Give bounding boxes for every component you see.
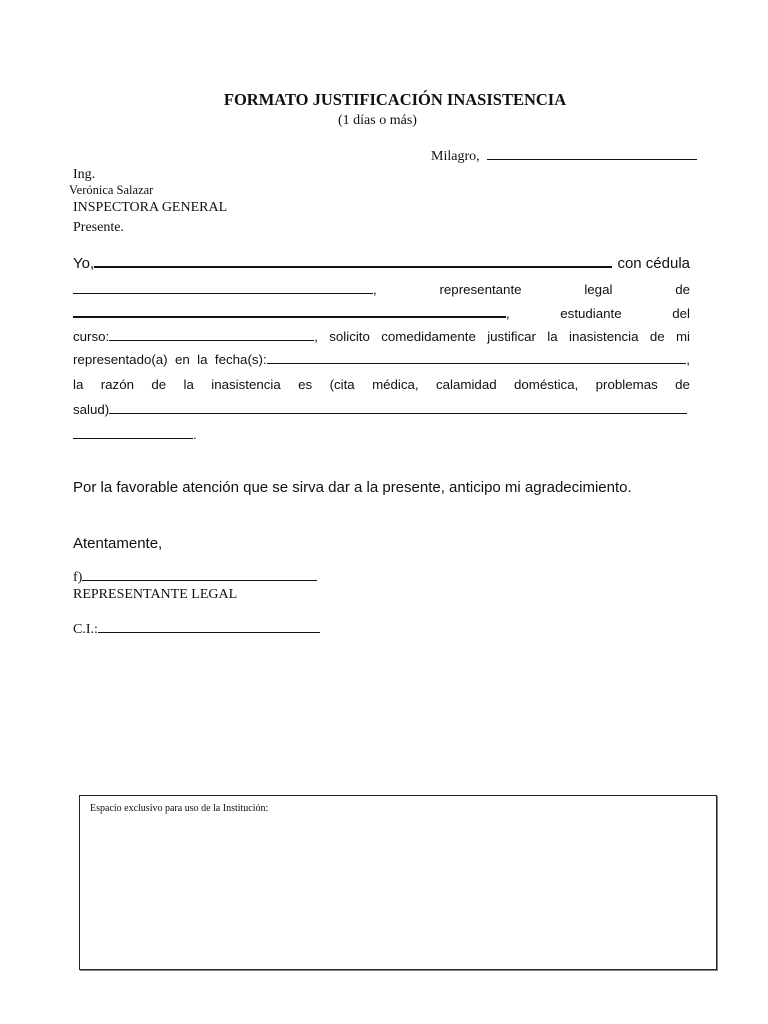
- reason-word: de: [675, 377, 690, 392]
- ci-blank[interactable]: [98, 632, 320, 633]
- ci-line: [73, 622, 320, 638]
- body-line-3: [73, 306, 690, 321]
- reason-word: inasistencia: [211, 377, 281, 392]
- line2-word: representante: [439, 282, 522, 297]
- reason-blank-continued[interactable]: [73, 438, 193, 439]
- addressee-position: INSPECTORA GENERAL: [73, 200, 228, 215]
- addressee-title: Ing.: [73, 167, 96, 182]
- reason-word: la: [73, 377, 84, 392]
- body-line-7: [73, 402, 687, 417]
- cedula-label: con cédula: [617, 255, 690, 272]
- reason-word: de: [151, 377, 167, 392]
- reason-word: es: [298, 377, 313, 392]
- date-blank[interactable]: [487, 159, 697, 160]
- reason-word: razón: [100, 377, 134, 392]
- regards-text: Atentamente,: [73, 535, 163, 552]
- document-title: FORMATO JUSTIFICACIÓN INASISTENCIA: [223, 90, 567, 109]
- reason-word: doméstica,: [513, 377, 579, 392]
- line5-comma: ,: [686, 352, 690, 367]
- institution-box[interactable]: [79, 795, 717, 970]
- signature-role: REPRESENTANTE LEGAL: [73, 587, 238, 602]
- institution-box-label: Espacio exclusivo para uso de la Institución:: [90, 803, 269, 814]
- body-line-1: [73, 255, 690, 272]
- reason-word: (cita: [329, 377, 355, 392]
- place-label: Milagro,: [431, 149, 480, 164]
- signature-label: f): [73, 570, 83, 585]
- body-line-2: [73, 282, 690, 297]
- cedula-blank[interactable]: [73, 293, 373, 294]
- signature-line: [73, 570, 317, 586]
- body-line-8: [73, 427, 690, 442]
- reason-word: problemas: [595, 377, 658, 392]
- reason-word: calamidad: [436, 377, 497, 392]
- fecha-label: representado(a) en la fecha(s):: [73, 352, 267, 367]
- line2-word: legal: [584, 282, 613, 297]
- reason-blank[interactable]: [109, 413, 687, 414]
- addressee-greeting: Presente.: [73, 220, 124, 235]
- body-line-4: [73, 329, 690, 344]
- line8-period: .: [193, 427, 197, 442]
- curso-label: curso:: [73, 329, 110, 344]
- body-line-5: [73, 352, 690, 367]
- reason-word: médica,: [372, 377, 419, 392]
- yo-label: Yo,: [73, 255, 95, 272]
- name-blank[interactable]: [94, 266, 612, 268]
- line2-word: ,: [373, 282, 377, 297]
- line2-word: de: [675, 282, 690, 297]
- reason-word: la: [183, 377, 194, 392]
- student-blank[interactable]: [73, 316, 506, 318]
- fecha-blank[interactable]: [267, 363, 687, 364]
- thanks-paragraph: Por la favorable atención que se sirva dar a la presente, anticipo mi agradecimiento.: [73, 479, 632, 496]
- addressee-name: Verónica Salazar: [69, 183, 154, 197]
- place-date-line: [431, 149, 697, 165]
- line3-word: del: [672, 306, 690, 321]
- curso-blank[interactable]: [109, 340, 314, 341]
- line4-text: , solicito comedidamente justificar la inasistencia de mi: [314, 329, 690, 344]
- line3-word: estudiante: [560, 306, 622, 321]
- line3-word: ,: [506, 306, 510, 321]
- salud-label: salud): [73, 402, 110, 417]
- document-subtitle: (1 días o más): [338, 113, 417, 128]
- signature-blank[interactable]: [82, 580, 317, 581]
- ci-label: C.I.:: [73, 622, 98, 637]
- body-line-6: [73, 377, 690, 392]
